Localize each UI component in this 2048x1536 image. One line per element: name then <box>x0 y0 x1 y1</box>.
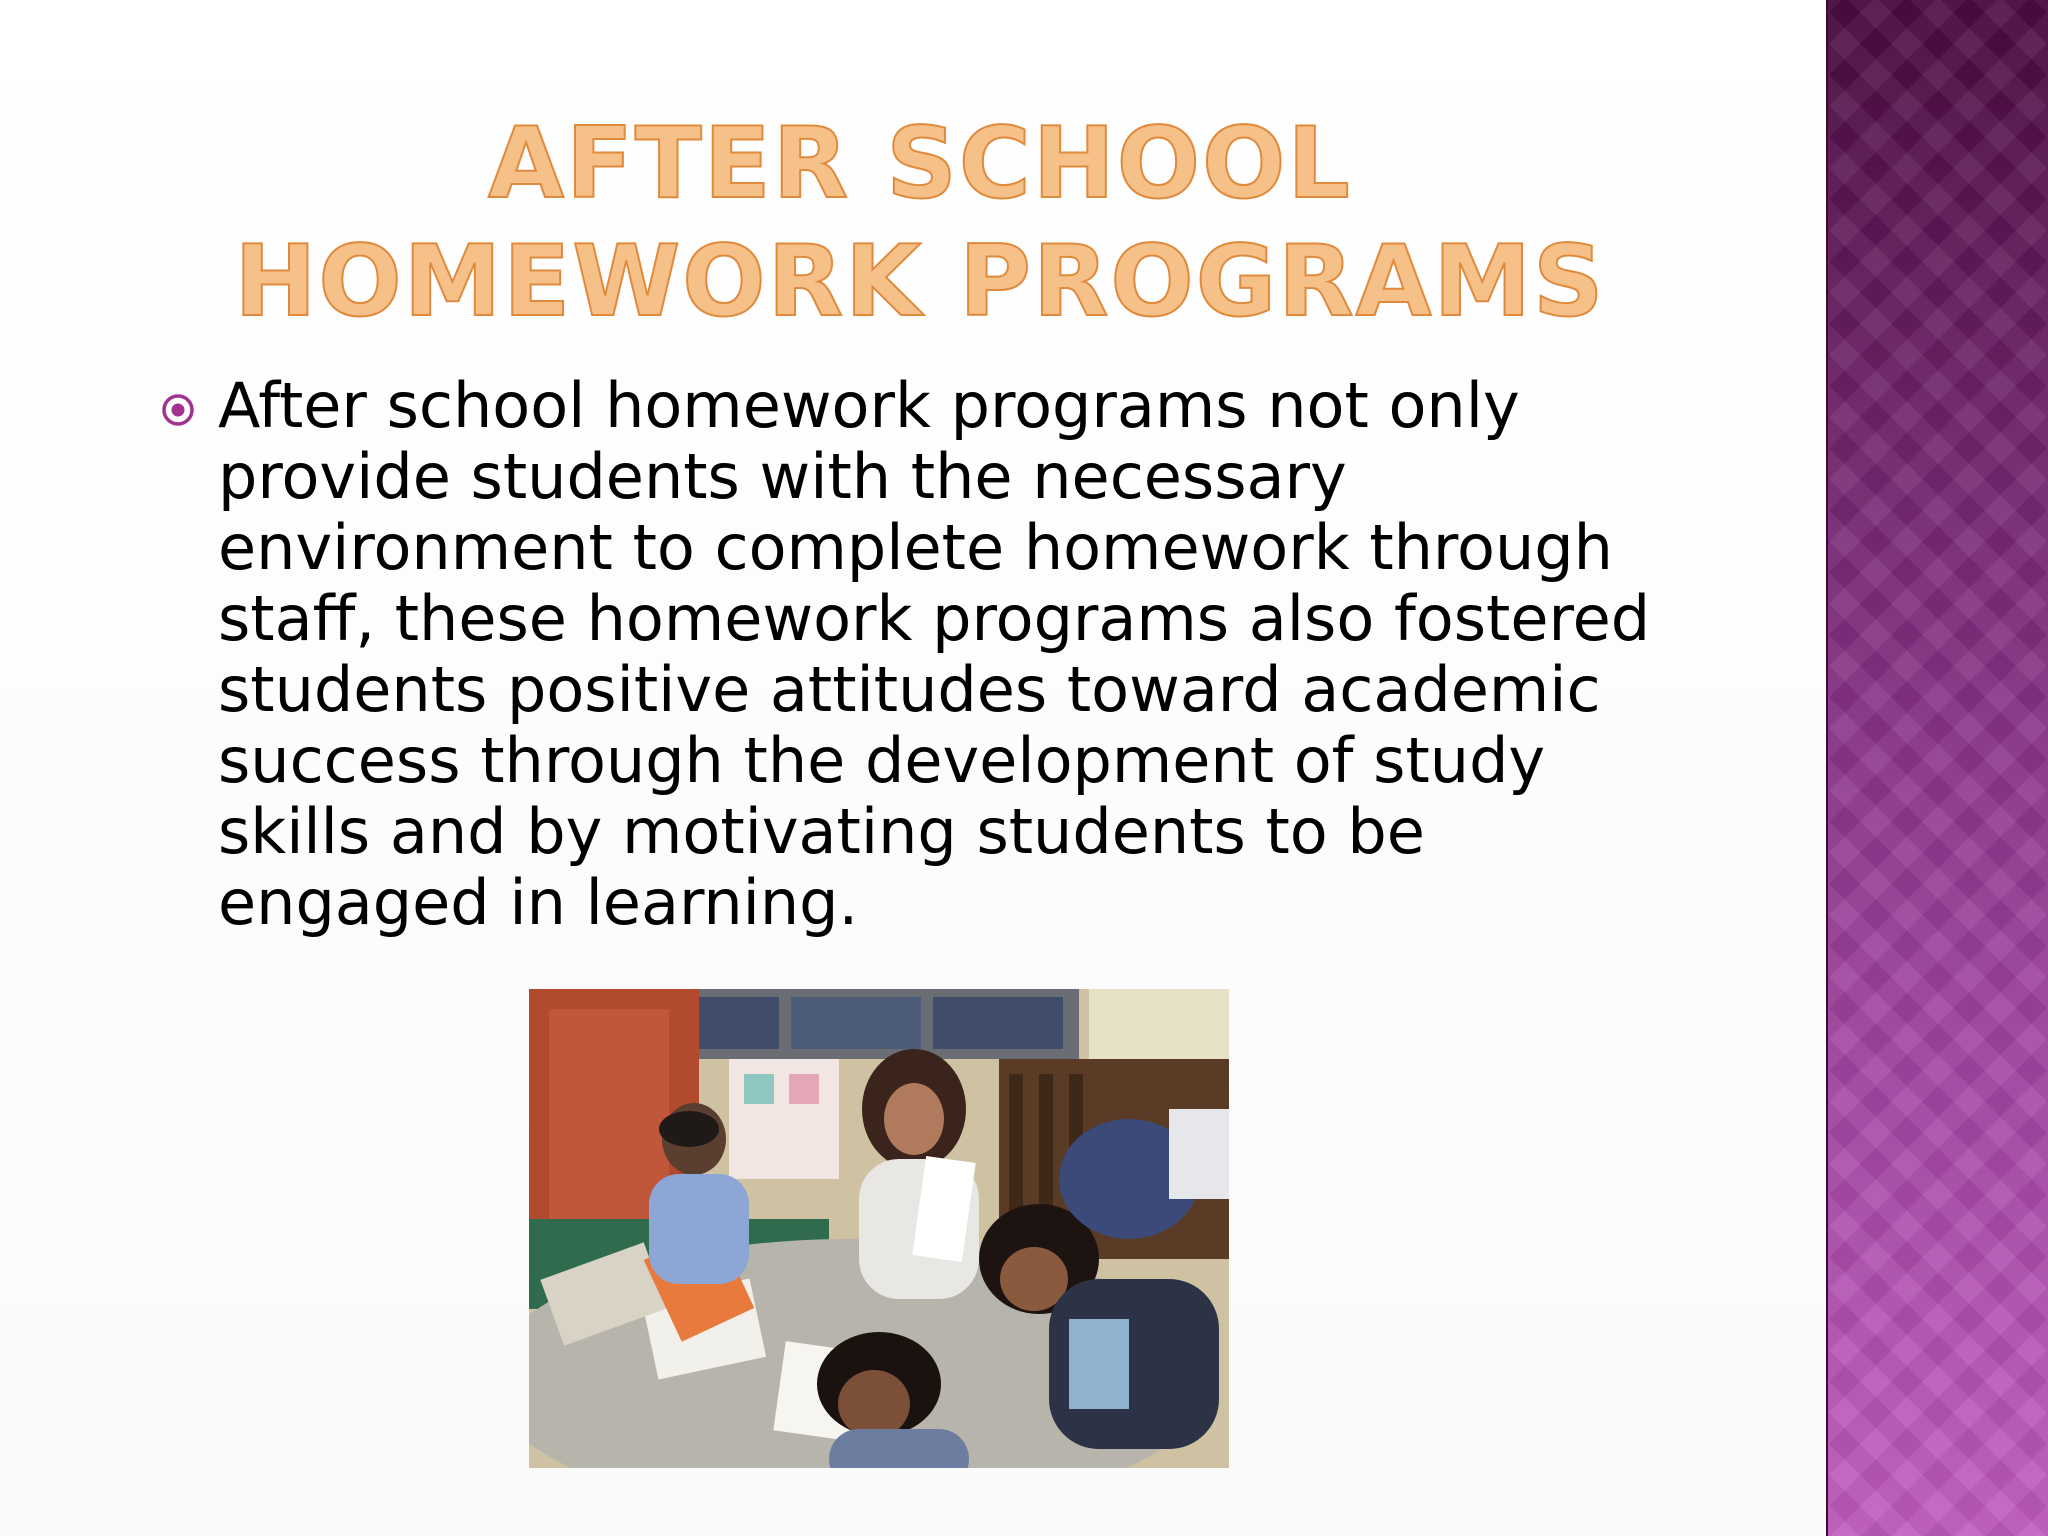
classroom-photo-illustration <box>529 989 1229 1468</box>
classroom-photo <box>529 989 1229 1468</box>
target-bullet-icon <box>160 392 196 428</box>
slide-title: AFTER SCHOOL HOMEWORK PROGRAMS <box>234 107 1606 339</box>
decorative-side-panel <box>1826 0 2048 1536</box>
bullet-text: After school homework programs not only provide students with the necessary environment to complete homework through staff, these homework programs also fostered students positive attitudes toward academic success through the development of study skills and by motivating students to be engaged in learning. <box>218 369 1651 939</box>
